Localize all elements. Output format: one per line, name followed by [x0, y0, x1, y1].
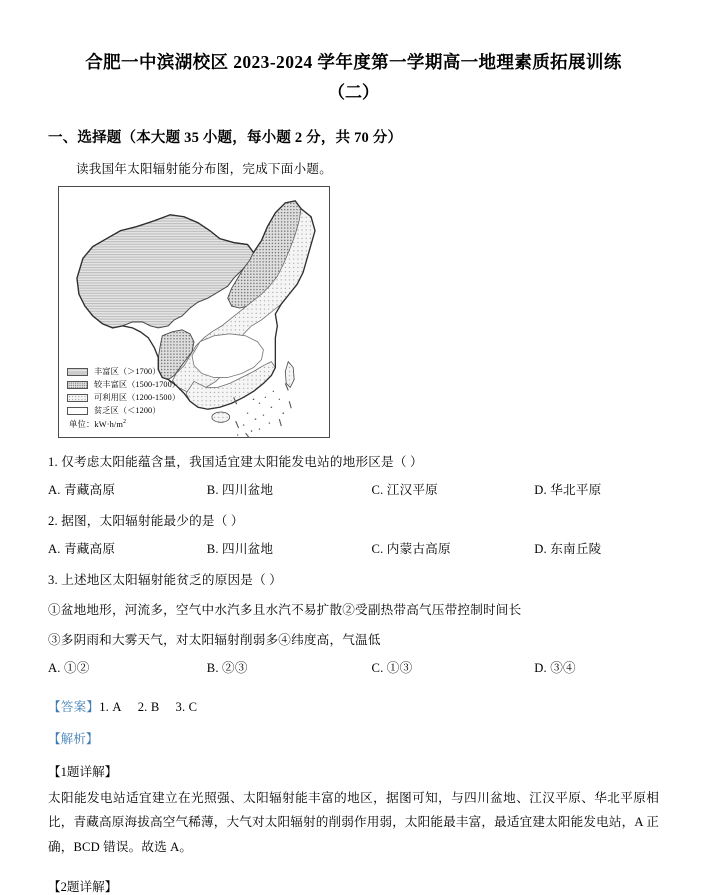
detail-1-paragraph: 太阳能发电站适宜建立在光照强、太阳辐射能丰富的地区，据图可知，与四川盆地、江汉平原、华北平原相比，青藏高原海拔高空气稀薄，大气对太阳辐射的削弱作用弱，太阳能最丰富，最适宜建太阳能发电站，A 正确，BCD 错误。故选 A。	[48, 790, 659, 854]
map-legend	[67, 365, 180, 432]
answer-item-1: 1. A	[99, 699, 122, 714]
legend-item-usable	[67, 391, 180, 404]
legend-swatch-poor-icon	[67, 407, 88, 416]
question-1-option-b[interactable]: B. 四川盆地	[206, 482, 274, 497]
legend-label-subrich: 较丰富区（1500-1700）	[94, 380, 181, 390]
question-3-option-b[interactable]: B. ②③	[206, 660, 248, 675]
figure-container	[58, 186, 659, 438]
answer-item-3: 3. C	[175, 699, 198, 714]
legend-label-poor: 贫乏区（＜1200）	[94, 406, 161, 416]
answer-item-2: 2. B	[137, 699, 160, 714]
question-3-option-a[interactable]: A. ①②	[48, 660, 90, 675]
detail-1-heading: 【1题详解】	[48, 764, 118, 779]
question-3-option-c[interactable]: C. ①③	[371, 660, 413, 675]
question-3-options	[48, 657, 659, 676]
region-rich-west	[77, 215, 254, 328]
question-3-stem: 3. 上述地区太阳辐射能贫乏的原因是（ ）	[48, 572, 283, 587]
taiwan-island	[285, 361, 294, 387]
legend-unit	[69, 418, 180, 432]
question-1-option-d[interactable]: D. 华北平原	[534, 482, 602, 497]
legend-item-poor	[67, 404, 180, 417]
question-2-option-d[interactable]: D. 东南丘陵	[534, 541, 602, 556]
analysis-line	[48, 728, 659, 747]
question-3-statement-line-1: ①盆地地形，河流多，空气中水汽多且水汽不易扩散②受副热带高气压带控制时间长	[48, 602, 522, 617]
question-2-options	[48, 538, 659, 557]
page-subtitle: （二）	[328, 83, 379, 103]
question-2-option-c[interactable]: C. 内蒙古高原	[371, 541, 451, 556]
question-1-option-c[interactable]: C. 江汉平原	[371, 482, 438, 497]
legend-swatch-rich-icon	[67, 368, 88, 377]
legend-unit-text: 单位：kW·h/m	[69, 420, 123, 430]
question-1-stem: 1. 仅考虑太阳能蕴含量，我国适宜建太阳能发电站的地形区是（ ）	[48, 454, 423, 469]
region-poor-sichuan-basin	[192, 334, 263, 378]
question-2-option-a[interactable]: A. 青藏高原	[48, 541, 116, 556]
hainan-island	[212, 412, 230, 422]
section-heading: 一、选择题（本大题 35 小题，每小题 2 分，共 70 分）	[48, 129, 403, 146]
question-2-stem: 2. 据图，太阳辐射能最少的是（ ）	[48, 513, 244, 528]
legend-swatch-subrich-icon	[67, 381, 88, 390]
detail-2-heading: 【2题详解】	[48, 879, 118, 894]
legend-label-rich: 丰富区（＞1700）	[94, 367, 161, 377]
analysis-label: 【解析】	[48, 731, 99, 746]
china-solar-radiation-map	[58, 186, 330, 438]
question-1-options	[48, 479, 659, 498]
material-prompt: 读我国年太阳辐射能分布图，完成下面小题。	[76, 161, 333, 176]
question-2-option-b[interactable]: B. 四川盆地	[206, 541, 274, 556]
page-title: 合肥一中滨湖校区 2023-2024 学年度第一学期高一地理素质拓展训练	[85, 52, 622, 72]
question-3-option-d[interactable]: D. ③④	[534, 660, 576, 675]
question-3-statement-line-2: ③多阴雨和大雾天气，对太阳辐射削弱多④纬度高，气温低	[48, 632, 381, 647]
legend-unit-exponent: 2	[122, 419, 127, 426]
legend-label-usable: 可利用区（1200-1500）	[94, 393, 181, 403]
legend-item-subrich	[67, 378, 180, 391]
legend-item-rich	[67, 365, 180, 378]
question-1-option-a[interactable]: A. 青藏高原	[48, 482, 116, 497]
answer-label: 【答案】	[48, 699, 100, 714]
legend-swatch-usable-icon	[67, 394, 88, 403]
answer-line	[48, 696, 659, 715]
